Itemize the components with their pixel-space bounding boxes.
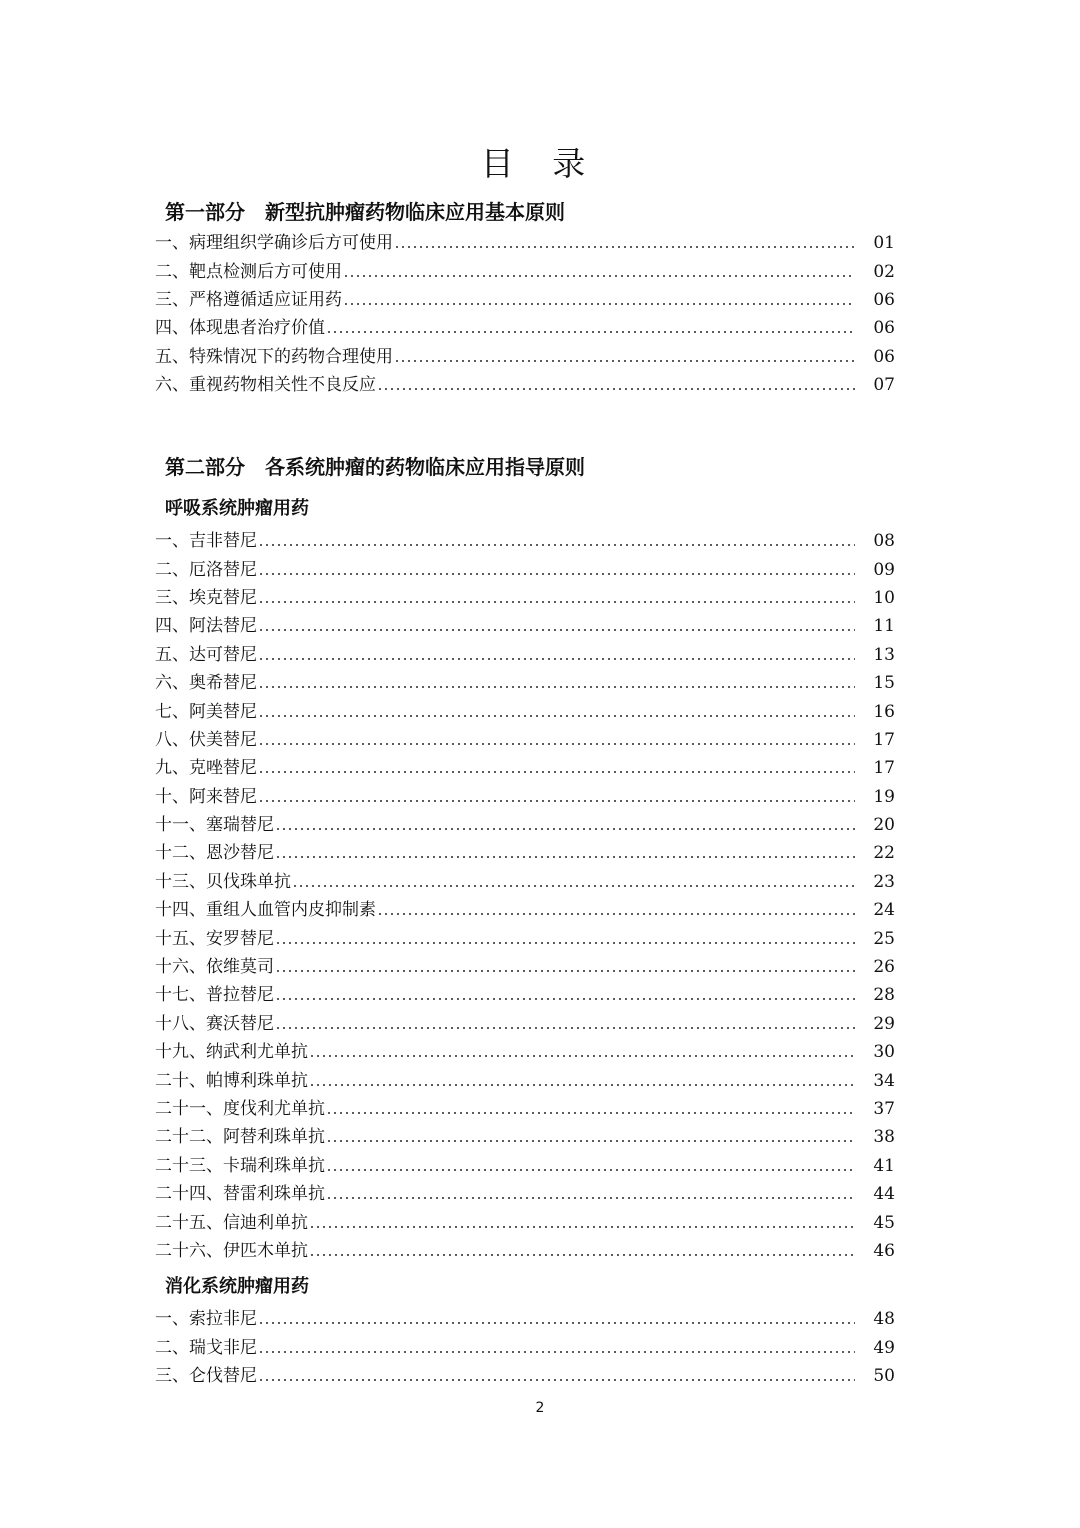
toc-entry-label: 十三、贝伐珠单抗 — [155, 871, 291, 892]
toc-entry[interactable] — [155, 584, 895, 612]
dot-leader — [377, 896, 855, 924]
toc-entry-page-number: 20 — [873, 815, 895, 836]
toc-entry[interactable] — [155, 286, 895, 314]
dot-leader — [394, 343, 855, 371]
toc-entry-page-number: 29 — [873, 1013, 895, 1034]
toc-entry-page-number: 30 — [873, 1042, 895, 1063]
page-number: 2 — [535, 1400, 545, 1416]
toc-entry-label: 一、索拉非尼 — [155, 1309, 257, 1330]
respiratory-section-heading: 呼吸系统肿瘤用药 — [165, 498, 309, 519]
toc-entry-label: 十六、依维莫司 — [155, 957, 274, 978]
dot-leader — [275, 925, 855, 953]
toc-entry-label: 十四、重组人血管内皮抑制素 — [155, 900, 376, 921]
toc-entry-label: 二十四、替雷利珠单抗 — [155, 1184, 325, 1205]
dot-leader — [292, 868, 855, 896]
toc-entry-page-number: 06 — [873, 289, 895, 310]
toc-entry-page-number: 17 — [873, 758, 895, 779]
toc-entry-label: 四、体现患者治疗价值 — [155, 318, 325, 339]
toc-entry-label: 十一、塞瑞替尼 — [155, 815, 274, 836]
toc-entry[interactable] — [155, 257, 895, 285]
dot-leader — [258, 754, 855, 782]
toc-entry-page-number: 07 — [873, 375, 895, 396]
dot-leader — [258, 556, 855, 584]
toc-entry-label: 十二、恩沙替尼 — [155, 843, 274, 864]
toc-entry-label: 五、达可替尼 — [155, 644, 257, 665]
dot-leader — [258, 698, 855, 726]
dot-leader — [258, 1362, 855, 1390]
dot-leader — [258, 584, 855, 612]
toc-entry[interactable] — [155, 953, 895, 981]
toc-entry-label: 二十二、阿替利珠单抗 — [155, 1127, 325, 1148]
toc-entry[interactable] — [155, 754, 895, 782]
part1-heading: 第一部分 新型抗肿瘤药物临床应用基本原则 — [165, 200, 565, 224]
toc-entry[interactable] — [155, 726, 895, 754]
toc-entry-label: 二、厄洛替尼 — [155, 559, 257, 580]
toc-entry-page-number: 48 — [873, 1309, 895, 1330]
dot-leader — [326, 1180, 855, 1208]
toc-entry-label: 二、靶点检测后方可使用 — [155, 261, 342, 282]
dot-leader — [275, 1010, 855, 1038]
toc-entry[interactable] — [155, 343, 895, 371]
toc-entry[interactable] — [155, 811, 895, 839]
toc-entry-page-number: 22 — [873, 843, 895, 864]
toc-entry-page-number: 23 — [873, 871, 895, 892]
dot-leader — [258, 1305, 855, 1333]
toc-entry[interactable] — [155, 1237, 895, 1265]
toc-entry[interactable] — [155, 783, 895, 811]
toc-entry[interactable] — [155, 1123, 895, 1151]
toc-entry-page-number: 11 — [873, 616, 895, 637]
dot-leader — [275, 981, 855, 1009]
toc-entry-page-number: 25 — [873, 928, 895, 949]
toc-list-part1 — [155, 229, 895, 399]
toc-entry-page-number: 01 — [873, 233, 895, 254]
toc-entry[interactable] — [155, 229, 895, 257]
toc-entry-page-number: 28 — [873, 985, 895, 1006]
toc-entry-page-number: 38 — [873, 1127, 895, 1148]
toc-entry[interactable] — [155, 1066, 895, 1094]
dot-leader — [258, 669, 855, 697]
dot-leader — [258, 1334, 855, 1362]
toc-entry[interactable] — [155, 896, 895, 924]
toc-entry[interactable] — [155, 924, 895, 952]
toc-entry[interactable] — [155, 839, 895, 867]
toc-entry[interactable] — [155, 527, 895, 555]
toc-entry-label: 二十五、信迪利单抗 — [155, 1212, 308, 1233]
toc-entry-label: 六、奥希替尼 — [155, 673, 257, 694]
toc-entry-label: 九、克唑替尼 — [155, 758, 257, 779]
toc-entry-label: 八、伏美替尼 — [155, 729, 257, 750]
toc-entry[interactable] — [155, 1152, 895, 1180]
toc-entry-page-number: 02 — [873, 261, 895, 282]
toc-entry-label: 十八、赛沃替尼 — [155, 1013, 274, 1034]
toc-entry[interactable] — [155, 981, 895, 1009]
dot-leader — [258, 612, 855, 640]
toc-entry-page-number: 08 — [873, 531, 895, 552]
toc-entry-page-number: 44 — [873, 1184, 895, 1205]
dot-leader — [275, 811, 855, 839]
dot-leader — [309, 1209, 855, 1237]
toc-entry-label: 三、埃克替尼 — [155, 587, 257, 608]
toc-entry[interactable] — [155, 1010, 895, 1038]
toc-entry-page-number: 13 — [873, 644, 895, 665]
toc-entry-label: 一、病理组织学确诊后方可使用 — [155, 233, 393, 254]
toc-entry[interactable] — [155, 669, 895, 697]
dot-leader — [258, 641, 855, 669]
toc-entry-page-number: 16 — [873, 701, 895, 722]
part2-heading: 第二部分 各系统肿瘤的药物临床应用指导原则 — [165, 455, 585, 479]
toc-entry-label: 一、吉非替尼 — [155, 531, 257, 552]
toc-entry-label: 七、阿美替尼 — [155, 701, 257, 722]
toc-list-digestive — [155, 1305, 895, 1390]
dot-leader — [343, 286, 855, 314]
dot-leader — [309, 1038, 855, 1066]
toc-entry[interactable] — [155, 1038, 895, 1066]
toc-entry-label: 二十、帕博利珠单抗 — [155, 1070, 308, 1091]
toc-entry-page-number: 49 — [873, 1337, 895, 1358]
dot-leader — [343, 258, 855, 286]
toc-entry-label: 三、严格遵循适应证用药 — [155, 289, 342, 310]
toc-entry[interactable] — [155, 1095, 895, 1123]
toc-entry-page-number: 19 — [873, 786, 895, 807]
toc-entry[interactable] — [155, 1362, 895, 1390]
toc-entry-page-number: 37 — [873, 1099, 895, 1119]
toc-entry[interactable] — [155, 641, 895, 669]
dot-leader — [326, 1123, 855, 1151]
toc-entry[interactable] — [155, 1208, 895, 1236]
toc-entry-label: 六、重视药物相关性不良反应 — [155, 375, 376, 396]
toc-entry-page-number: 41 — [873, 1155, 895, 1176]
toc-entry-page-number: 09 — [873, 559, 895, 580]
toc-entry[interactable] — [155, 1180, 895, 1208]
toc-entry-label: 二、瑞戈非尼 — [155, 1337, 257, 1358]
dot-leader — [377, 371, 855, 399]
toc-entry-page-number: 24 — [873, 900, 895, 921]
toc-entry-label: 十五、安罗替尼 — [155, 928, 274, 949]
toc-entry-label: 二十三、卡瑞利珠单抗 — [155, 1155, 325, 1176]
toc-entry-page-number: 26 — [873, 957, 895, 978]
toc-entry-page-number: 06 — [873, 318, 895, 339]
toc-entry[interactable] — [155, 612, 895, 640]
dot-leader — [258, 726, 855, 754]
toc-entry[interactable] — [155, 371, 895, 399]
toc-entry[interactable] — [155, 868, 895, 896]
digestive-section-heading: 消化系统肿瘤用药 — [165, 1276, 309, 1297]
toc-entry-page-number: 34 — [873, 1070, 895, 1091]
toc-entry[interactable] — [155, 314, 895, 342]
toc-entry-label: 五、特殊情况下的药物合理使用 — [155, 346, 393, 367]
toc-entry-page-number: 06 — [873, 346, 895, 367]
dot-leader — [326, 1095, 855, 1123]
dot-leader — [326, 314, 855, 342]
dot-leader — [275, 839, 855, 867]
page-title: 目 录 — [480, 144, 600, 183]
toc-entry-page-number: 17 — [873, 729, 895, 750]
dot-leader — [258, 783, 855, 811]
dot-leader — [275, 953, 855, 981]
toc-entry-page-number: 45 — [873, 1212, 895, 1233]
dot-leader — [309, 1067, 855, 1095]
dot-leader — [309, 1237, 855, 1265]
dot-leader — [394, 229, 855, 257]
toc-entry-label: 十七、普拉替尼 — [155, 985, 274, 1006]
dot-leader — [326, 1152, 855, 1180]
toc-entry-label: 十、阿来替尼 — [155, 786, 257, 807]
toc-entry[interactable] — [155, 697, 895, 725]
toc-entry[interactable] — [155, 1333, 895, 1361]
toc-entry-page-number: 15 — [873, 673, 895, 694]
toc-entry-label: 十九、纳武利尤单抗 — [155, 1042, 308, 1063]
toc-list-respiratory — [155, 527, 895, 1265]
dot-leader — [258, 527, 855, 555]
toc-entry-label: 二十六、伊匹木单抗 — [155, 1240, 308, 1261]
toc-entry-label: 四、阿法替尼 — [155, 616, 257, 637]
toc-entry-label: 三、仑伐替尼 — [155, 1365, 257, 1386]
toc-entry-label: 二十一、度伐利尤单抗 — [155, 1099, 325, 1119]
toc-entry-page-number: 10 — [873, 587, 895, 608]
toc-entry-page-number: 50 — [873, 1365, 895, 1386]
toc-entry-page-number: 46 — [873, 1240, 895, 1261]
toc-entry[interactable] — [155, 555, 895, 583]
toc-entry[interactable] — [155, 1305, 895, 1333]
